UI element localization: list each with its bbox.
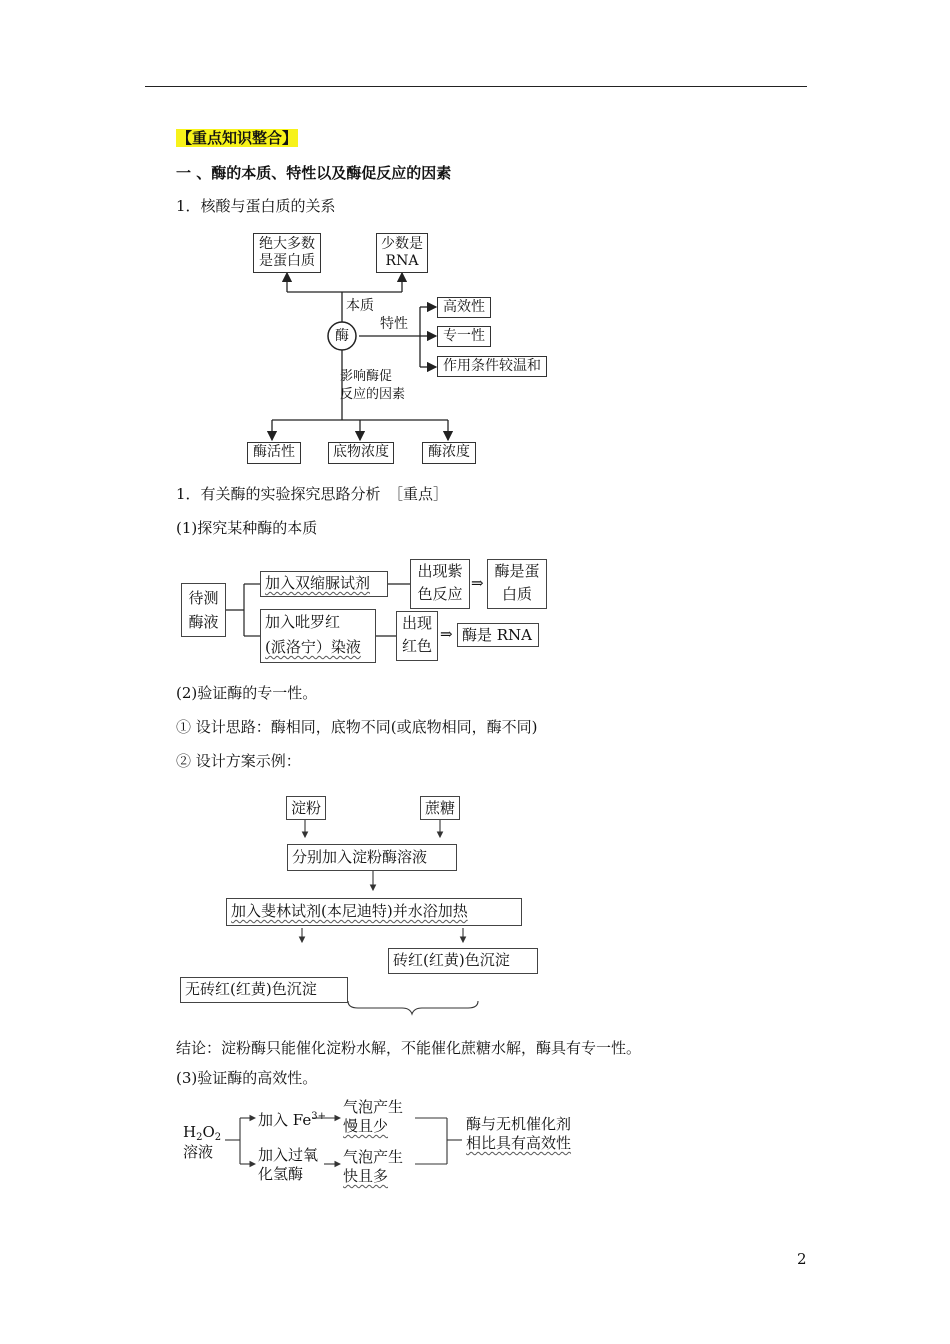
item1-title: 1．核酸与蛋白质的关系 xyxy=(176,197,336,215)
bubbles-fast: 气泡产生 快且多 xyxy=(343,1148,404,1185)
sample-enzyme: 待测 酶液 xyxy=(181,583,226,637)
page-number: 2 xyxy=(797,1250,807,1268)
box-add-fehling: 加入斐林试剂(本尼迪特)并水浴加热 xyxy=(226,898,522,926)
box-add-amylase: 分别加入淀粉酶溶液 xyxy=(287,844,457,871)
solution-label: 溶液 xyxy=(183,1143,214,1161)
center-enzyme: 酶 xyxy=(335,328,349,344)
arrow-b: ⇒ xyxy=(440,625,453,643)
concl-rna: 酶是 RNA xyxy=(457,623,539,647)
label-factors: 影响酶促 反应的因素 xyxy=(340,369,406,402)
box-no-brick-red: 无砖红(红黄)色沉淀 xyxy=(180,977,348,1003)
result-purple: 出现紫 色反应 xyxy=(410,559,470,609)
arrow-a: ⇒ xyxy=(471,574,484,592)
item2-title: 1．有关酶的实验探究思路分析 ［重点］ xyxy=(176,485,449,503)
add-fe-label: 加入 $Fe^{3+}$ xyxy=(258,1111,326,1129)
concl-protein: 酶是蛋 白质 xyxy=(487,559,547,609)
sub2-title: (2)验证酶的专一性。 xyxy=(176,684,318,702)
step-biuret: 加入双缩脲试剂 xyxy=(260,571,388,597)
label-property: 特性 xyxy=(380,316,408,332)
box-few-rna: 少数是 RNA xyxy=(376,233,428,273)
label-essence: 本质 xyxy=(346,298,374,314)
prop-mild-conditions: 作用条件较温和 xyxy=(437,356,547,377)
box-mostly-protein: 绝大多数 是蛋白质 xyxy=(253,233,321,273)
section-heading: 【重点知识整合】 xyxy=(177,129,298,147)
factor-enzyme-activity: 酶活性 xyxy=(247,442,301,464)
add-enzyme-label: 加入过氧 化氢酶 xyxy=(258,1146,319,1183)
subheading: 一 、酶的本质、特性以及酶促反应的因素 xyxy=(176,164,452,182)
factor-substrate-conc: 底物浓度 xyxy=(328,442,394,464)
efficiency-conclusion: 酶与无机催化剂 相比具有高效性 xyxy=(466,1115,572,1152)
box-sucrose: 蔗糖 xyxy=(420,796,460,820)
design-example: ② 设计方案示例： xyxy=(176,752,301,770)
h2o2-label: $H_2O_2$ xyxy=(183,1123,222,1143)
prop-high-efficiency: 高效性 xyxy=(437,297,491,318)
prop-specificity: 专一性 xyxy=(437,326,491,347)
conclusion: 结论：淀粉酶只能催化淀粉水解，不能催化蔗糖水解，酶具有专一性。 xyxy=(176,1039,642,1057)
design-idea: ① 设计思路：酶相同，底物不同(或底物相同，酶不同) xyxy=(176,718,538,736)
bubbles-slow: 气泡产生 慢且少 xyxy=(343,1098,404,1135)
sub3-title: (3)验证酶的高效性。 xyxy=(176,1069,318,1087)
result-red: 出现 红色 xyxy=(396,611,438,661)
step-pyronin: 加入吡罗红 (派洛宁）染液 xyxy=(260,609,376,663)
box-brick-red: 砖红(红黄)色沉淀 xyxy=(388,948,538,974)
sub1-title: (1)探究某种酶的本质 xyxy=(176,519,318,537)
factor-enzyme-conc: 酶浓度 xyxy=(422,442,476,464)
box-starch: 淀粉 xyxy=(286,796,326,820)
